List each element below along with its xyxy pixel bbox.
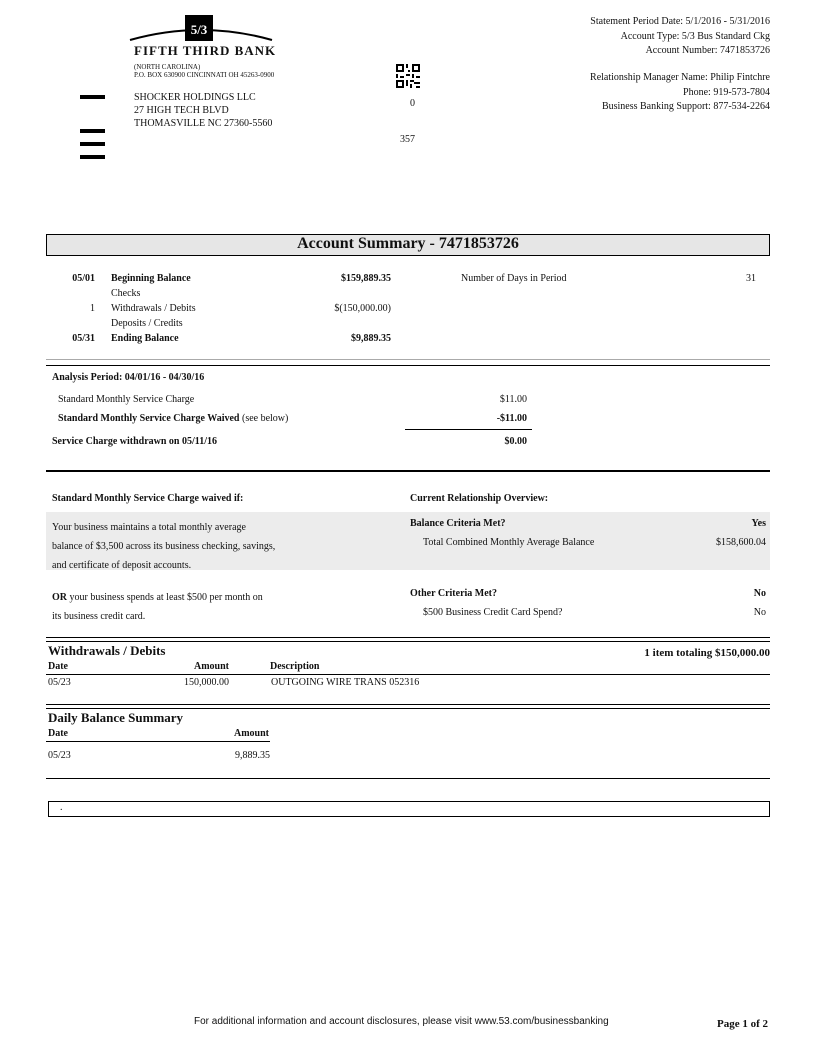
summary-label: Beginning Balance bbox=[111, 273, 191, 284]
table-row-description: OUTGOING WIRE TRANS 052316 bbox=[271, 677, 420, 688]
svg-text:5/3: 5/3 bbox=[190, 22, 208, 37]
relationship-manager-info bbox=[590, 71, 770, 115]
credit-card-condition: OR your business spends at least $500 per month on its business credit card. bbox=[52, 592, 263, 622]
page-number: Page 1 of 2 bbox=[716, 1018, 768, 1030]
relationship-heading: Current Relationship Overview: bbox=[410, 493, 549, 504]
credit-card-spend-label: $500 Business Credit Card Spend? bbox=[423, 607, 563, 618]
summary-amount: $159,889.35 bbox=[341, 273, 391, 284]
table-row-date: 05/23 bbox=[48, 750, 71, 761]
barcode-mark bbox=[80, 95, 105, 99]
total-average-value: $158,600.04 bbox=[716, 537, 766, 548]
waived-label: Standard Monthly Service Charge Waived bbox=[58, 413, 240, 424]
summary-label: Deposits / Credits bbox=[111, 318, 183, 329]
credit-card-spend-value: No bbox=[753, 607, 766, 618]
daily-col-amount: Amount bbox=[233, 728, 269, 739]
balance-criteria-label: Balance Criteria Met? bbox=[410, 518, 506, 529]
summary-date: 05/01 bbox=[72, 273, 95, 284]
summary-title: Account Summary - 7471853726 bbox=[297, 235, 519, 252]
notice-box bbox=[48, 801, 770, 817]
barcode-mark bbox=[80, 155, 105, 159]
other-criteria-label: Other Criteria Met? bbox=[410, 588, 497, 599]
table-row-date: 05/23 bbox=[48, 677, 71, 688]
table-row-amount: 150,000.00 bbox=[184, 677, 229, 688]
service-charge-label: Standard Monthly Service Charge bbox=[58, 394, 195, 405]
account-number: Account Number: 7471853726 bbox=[645, 45, 770, 56]
account-type: Account Type: 5/3 Bus Standard Ckg bbox=[620, 30, 770, 42]
bank-name: FIFTH THIRD BANK bbox=[134, 43, 277, 58]
withdrawn-value: $0.00 bbox=[504, 436, 527, 447]
withdrawals-col-amount: Amount bbox=[193, 661, 229, 672]
mail-code: 357 bbox=[400, 134, 415, 145]
summary-amount: $9,889.35 bbox=[351, 333, 391, 344]
bank-logo-icon bbox=[128, 14, 274, 44]
waiver-heading: Standard Monthly Service Charge waived if: bbox=[52, 493, 244, 504]
daily-balance-title: Daily Balance Summary bbox=[48, 710, 184, 725]
relationship-manager: Relationship Manager Name: Philip Fintchre bbox=[590, 72, 770, 83]
analysis-period: Analysis Period: 04/01/16 - 04/30/16 bbox=[52, 372, 205, 383]
waived-label-row bbox=[58, 413, 288, 424]
withdrawals-col-description: Description bbox=[270, 661, 320, 672]
statement-period: Statement Period Date: 5/1/2016 - 5/31/2016 bbox=[590, 16, 770, 27]
business-support: Business Banking Support: 877-534-2264 bbox=[601, 101, 770, 112]
total-rule bbox=[405, 429, 532, 430]
barcode-mark bbox=[80, 129, 105, 133]
table-row-amount: 9,889.35 bbox=[235, 750, 270, 761]
notice-text: . bbox=[60, 802, 63, 813]
mail-code: 0 bbox=[410, 98, 415, 109]
waived-value: -$11.00 bbox=[496, 413, 527, 424]
bank-address: (NORTH CAROLINA) P.O. BOX 630900 CINCINNATI OH 45263-0900 bbox=[134, 63, 275, 79]
withdrawals-col-date: Date bbox=[48, 661, 68, 672]
other-criteria-value: No bbox=[753, 588, 766, 599]
days-in-period-label: Number of Days in Period bbox=[461, 273, 567, 284]
summary-date: 1 bbox=[90, 303, 95, 314]
qr-code-icon bbox=[396, 64, 420, 88]
manager-phone: Phone: 919-573-7804 bbox=[683, 86, 770, 98]
withdrawn-label: Service Charge withdrawn on 05/11/16 bbox=[52, 436, 217, 447]
balance-condition: Your business maintains a total monthly average balance of $3,500 across its business checking, savings, and certificate of deposit accounts. bbox=[52, 522, 276, 571]
waived-note: (see below) bbox=[241, 413, 289, 424]
total-average-label: Total Combined Monthly Average Balance bbox=[423, 537, 595, 548]
daily-col-date: Date bbox=[48, 728, 68, 739]
statement-info bbox=[590, 15, 770, 59]
withdrawals-total: 1 item totaling $150,000.00 bbox=[644, 647, 770, 659]
summary-amount: $(150,000.00) bbox=[334, 303, 391, 314]
summary-label: Checks bbox=[111, 288, 141, 299]
barcode-mark bbox=[80, 142, 105, 146]
withdrawals-title: Withdrawals / Debits bbox=[48, 643, 166, 658]
days-in-period-value: 31 bbox=[746, 273, 756, 284]
summary-date: 05/31 bbox=[72, 333, 95, 344]
customer-address: SHOCKER HOLDINGS LLC 27 HIGH TECH BLVD THOMASVILLE NC 27360-5560 bbox=[134, 92, 273, 129]
summary-label: Ending Balance bbox=[111, 333, 179, 344]
service-charge-value: $11.00 bbox=[499, 394, 527, 405]
balance-criteria-value: Yes bbox=[751, 518, 766, 529]
summary-label: Withdrawals / Debits bbox=[111, 303, 196, 314]
footer-disclosure: For additional information and account disclosures, please visit www.53.com/businessbanking bbox=[194, 1016, 609, 1027]
